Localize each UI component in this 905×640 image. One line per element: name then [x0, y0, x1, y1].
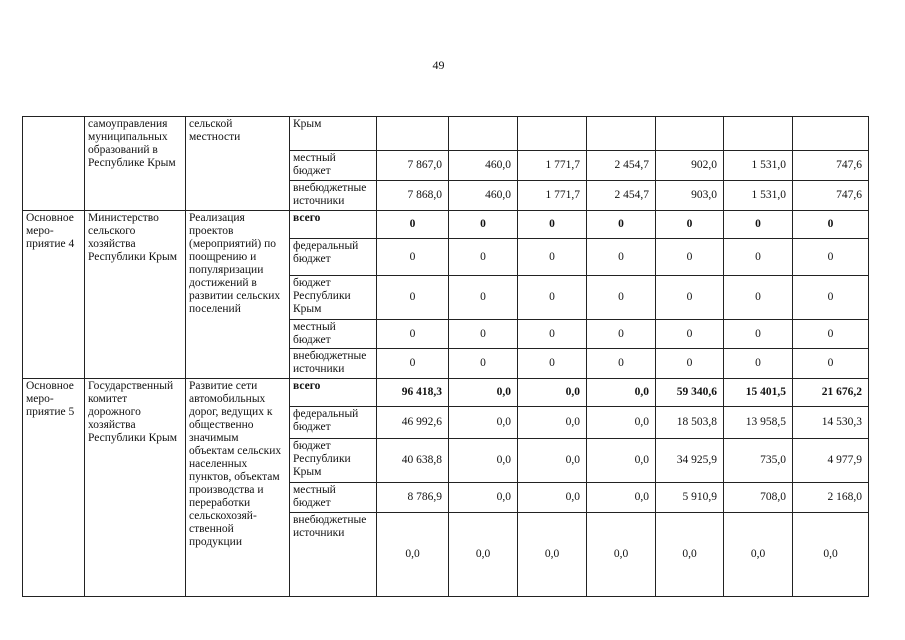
value-cell: 18 503,8	[656, 407, 724, 439]
measure-cell: Основное меро-приятие 4	[23, 211, 85, 379]
value-cell: 0	[656, 211, 724, 239]
source-cell: местный бюджет	[290, 320, 377, 349]
value-cell: 34 925,9	[656, 439, 724, 483]
value-cell: 0	[587, 239, 656, 276]
table-row	[23, 117, 869, 151]
value-cell: 2 454,7	[587, 151, 656, 181]
source-cell: внебюджетные источники	[290, 181, 377, 211]
value-cell: 0,0	[518, 407, 587, 439]
value-cell: 0	[793, 349, 869, 379]
value-cell: 14 530,3	[793, 407, 869, 439]
value-cell: 0,0	[587, 513, 656, 597]
description-cell: Реализация проектов (мероприятий) по поощрению и популяризации достижений в развитии сельских поселений	[186, 211, 290, 379]
value-cell: 0	[793, 239, 869, 276]
value-cell: 2 454,7	[587, 181, 656, 211]
value-cell: 460,0	[449, 151, 518, 181]
value-cell: 8 786,9	[377, 483, 449, 513]
value-cell: 13 958,5	[724, 407, 793, 439]
value-cell: 0	[377, 211, 449, 239]
value-cell: 0,0	[587, 379, 656, 407]
value-cell: 59 340,6	[656, 379, 724, 407]
value-cell: 1 531,0	[724, 151, 793, 181]
value-cell	[587, 117, 656, 151]
value-cell: 4 977,9	[793, 439, 869, 483]
value-cell: 902,0	[656, 151, 724, 181]
source-cell: местный бюджет	[290, 483, 377, 513]
value-cell: 0,0	[656, 513, 724, 597]
value-cell: 0	[449, 211, 518, 239]
value-cell: 1 771,7	[518, 181, 587, 211]
value-cell: 0	[377, 276, 449, 320]
value-cell: 2 168,0	[793, 483, 869, 513]
value-cell: 0	[377, 349, 449, 379]
value-cell: 1 531,0	[724, 181, 793, 211]
value-cell: 0	[587, 320, 656, 349]
value-cell: 0	[518, 320, 587, 349]
value-cell: 0,0	[449, 407, 518, 439]
value-cell: 0	[518, 211, 587, 239]
value-cell: 0,0	[377, 513, 449, 597]
value-cell: 747,6	[793, 181, 869, 211]
value-cell: 0	[377, 320, 449, 349]
value-cell: 0	[656, 276, 724, 320]
value-cell: 0	[518, 349, 587, 379]
value-cell: 1 771,7	[518, 151, 587, 181]
source-cell: всего	[290, 211, 377, 239]
value-cell: 0,0	[587, 483, 656, 513]
value-cell: 0,0	[449, 513, 518, 597]
budget-table	[22, 116, 869, 597]
table-row	[23, 379, 869, 407]
value-cell: 0	[793, 276, 869, 320]
value-cell: 0,0	[587, 407, 656, 439]
source-cell: местный бюджет	[290, 151, 377, 181]
value-cell: 0,0	[793, 513, 869, 597]
page-number: 49	[432, 58, 445, 72]
value-cell: 0	[449, 239, 518, 276]
value-cell: 0,0	[518, 483, 587, 513]
value-cell: 0	[518, 239, 587, 276]
value-cell: 0	[518, 276, 587, 320]
value-cell: 0	[793, 320, 869, 349]
value-cell: 0,0	[449, 439, 518, 483]
source-cell: Крым	[290, 117, 377, 151]
value-cell: 0,0	[518, 379, 587, 407]
value-cell: 40 638,8	[377, 439, 449, 483]
value-cell: 0,0	[518, 513, 587, 597]
value-cell: 15 401,5	[724, 379, 793, 407]
value-cell	[724, 117, 793, 151]
source-cell: внебюджетные источники	[290, 513, 377, 597]
value-cell: 460,0	[449, 181, 518, 211]
value-cell: 0	[377, 239, 449, 276]
value-cell: 0	[724, 239, 793, 276]
value-cell: 0	[724, 276, 793, 320]
value-cell: 0	[587, 276, 656, 320]
value-cell: 708,0	[724, 483, 793, 513]
value-cell: 0	[724, 320, 793, 349]
value-cell: 0	[656, 349, 724, 379]
value-cell: 735,0	[724, 439, 793, 483]
value-cell	[377, 117, 449, 151]
value-cell: 0	[656, 239, 724, 276]
value-cell: 0,0	[449, 483, 518, 513]
executor-cell: самоуправления муниципальных образований в Республике Крым	[85, 117, 186, 211]
executor-cell: Министерство сельского хозяйства Республики Крым	[85, 211, 186, 379]
value-cell: 0	[449, 276, 518, 320]
source-cell: всего	[290, 379, 377, 407]
value-cell	[656, 117, 724, 151]
source-cell: федеральный бюджет	[290, 407, 377, 439]
value-cell: 0,0	[449, 379, 518, 407]
value-cell: 7 867,0	[377, 151, 449, 181]
value-cell: 0	[724, 211, 793, 239]
value-cell: 21 676,2	[793, 379, 869, 407]
value-cell: 0,0	[724, 513, 793, 597]
value-cell: 46 992,6	[377, 407, 449, 439]
table-row	[23, 211, 869, 239]
executor-cell: Государственный комитет дорожного хозяйства Республики Крым	[85, 379, 186, 597]
value-cell: 747,6	[793, 151, 869, 181]
value-cell: 96 418,3	[377, 379, 449, 407]
value-cell: 0,0	[518, 439, 587, 483]
source-cell: бюджет Республики Крым	[290, 276, 377, 320]
value-cell: 0	[587, 211, 656, 239]
value-cell: 0	[656, 320, 724, 349]
value-cell: 5 910,9	[656, 483, 724, 513]
measure-cell: Основное меро-приятие 5	[23, 379, 85, 597]
value-cell	[449, 117, 518, 151]
source-cell: федеральный бюджет	[290, 239, 377, 276]
value-cell: 0	[724, 349, 793, 379]
value-cell	[518, 117, 587, 151]
value-cell: 0	[793, 211, 869, 239]
source-cell: внебюджетные источники	[290, 349, 377, 379]
value-cell	[793, 117, 869, 151]
value-cell: 7 868,0	[377, 181, 449, 211]
value-cell: 0,0	[587, 439, 656, 483]
measure-cell	[23, 117, 85, 211]
value-cell: 0	[587, 349, 656, 379]
description-cell: Развитие сети автомобильных дорог, ведущих к общественно значимым объектам сельских населенных пунктов, объектам производства и переработки сельскохозяй-ственной продукции	[186, 379, 290, 597]
value-cell: 0	[449, 349, 518, 379]
value-cell: 0	[449, 320, 518, 349]
description-cell: сельской местности	[186, 117, 290, 211]
source-cell: бюджет Республики Крым	[290, 439, 377, 483]
value-cell: 903,0	[656, 181, 724, 211]
